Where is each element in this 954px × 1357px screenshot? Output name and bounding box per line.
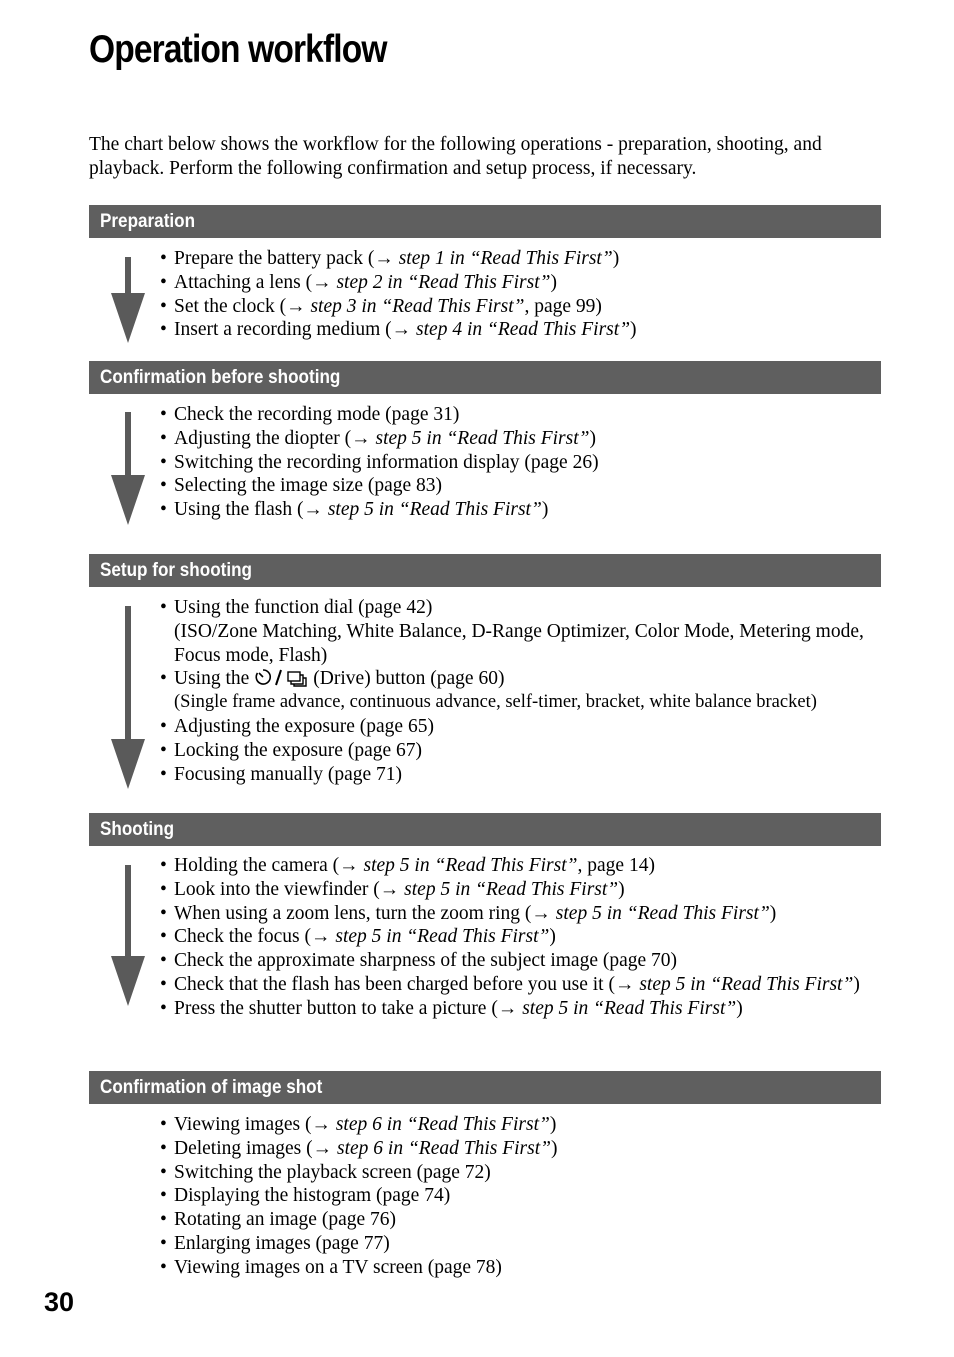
cross-reference: step 6 in “Read This First” [337,1137,551,1159]
item-text: Look into the viewfinder (→ [174,878,405,900]
section-title: Setup for shooting [100,560,252,581]
item-note: (Single frame advance, continuous advance, self-timer, bracket, white balance bracket) [174,692,817,713]
item-text: Displaying the histogram (page 74) [174,1185,451,1207]
item-text: Deleting images (→ [174,1137,337,1159]
list-item [160,1113,875,1137]
item-text: Switching the recording information display (page 26) [174,451,599,473]
item-text: Adjusting the exposure (page 65) [174,715,434,737]
list-item [160,295,875,319]
list-item [160,1208,875,1232]
list-item [160,1184,875,1208]
section-title: Confirmation before shooting [100,367,341,388]
item-text: Check that the flash has been charged before you use it (→ [174,973,640,995]
list-item [160,451,875,475]
list-item [160,854,875,878]
list-item [160,247,875,271]
item-text: ) [630,319,637,341]
item-text: Using the function dial (page 42) [174,597,433,618]
item-text: Selecting the image size (page 83) [174,475,443,497]
item-text: Check the recording mode (page 31) [174,404,460,425]
cross-reference: step 3 in “Read This First” [310,295,525,317]
item-text: Switching the playback screen (page 72) [174,1161,491,1183]
item-text: , page 99) [524,295,602,317]
cross-reference: step 5 in “Read This First” [522,997,737,1019]
confirmation-before-shooting-list [160,403,875,522]
cross-reference: step 4 in “Read This First” [416,319,631,341]
list-item [160,1137,875,1161]
cross-reference: step 5 in “Read This First” [363,855,578,876]
section-title: Confirmation of image shot [100,1077,323,1098]
section-header-confirmation-of-image-shot [89,1071,881,1104]
item-text: Set the clock (→ [174,295,311,317]
list-item [160,1232,875,1256]
preparation-list [160,247,875,342]
item-text: ) [612,248,620,269]
item-text: Press the shutter button to take a picture (→ [174,997,523,1019]
item-text: ) [551,1137,558,1159]
continuous-drive-icon [288,672,306,686]
item-text: Using the [174,668,250,690]
intro-paragraph: The chart below shows the workflow for the following operations - preparation, shooting, and playback. Perform the following confirmation and setup process, if necessary. [89,134,822,179]
down-arrow-icon [111,257,145,343]
list-item [160,997,875,1021]
cross-reference: step 5 in “Read This First” [327,499,542,521]
cross-reference: step 5 in “Read This First” [335,926,550,948]
item-text: Using the flash (→ [174,499,328,521]
item-note: (ISO/Zone Matching, White Balance, D-Range Optimizer, Color Mode, Metering mode, Focus mode, Flash) [174,620,864,666]
item-text: Check the approximate sharpness of the subject image (page 70) [174,950,678,972]
list-item [160,949,875,973]
page-title: Operation workflow [89,28,387,71]
list-item [160,427,875,451]
list-item [160,474,875,498]
item-text: , page 14) [577,855,655,876]
confirmation-of-image-shot-list [160,1113,875,1280]
cross-reference: step 5 in “Read This First” [639,973,854,995]
item-text: ) [550,271,557,293]
item-text: ) [618,878,625,900]
item-text: Enlarging images (page 77) [174,1232,390,1254]
item-text: Rotating an image (page 76) [174,1209,397,1231]
cross-reference: step 6 in “Read This First” [335,1114,550,1135]
down-arrow-icon [111,865,145,1006]
self-timer-icon [257,670,271,684]
item-text: ) [769,902,777,924]
list-item [160,763,875,787]
setup-for-shooting-list [160,596,875,786]
item-text: (Drive) button (page 60) [313,668,505,690]
down-arrow-icon [111,606,145,789]
list-item [160,1256,875,1280]
item-text: Viewing images on a TV screen (page 78) [174,1256,502,1278]
list-item [160,878,875,902]
list-item [160,318,875,342]
item-text: ) [549,1114,557,1135]
section-header-preparation [89,205,881,238]
item-text: Adjusting the diopter (→ [174,427,376,449]
down-arrow-icon [111,412,145,525]
item-text: Prepare the battery pack (→ [174,248,399,269]
item-text: Focusing manually (page 71) [174,763,402,785]
list-item [160,739,875,763]
list-item [160,715,875,739]
item-text: ) [549,926,556,948]
section-title: Shooting [100,819,175,840]
item-text: Holding the camera (→ [174,855,364,876]
item-text: Viewing images (→ [174,1114,336,1135]
slash-divider [276,670,281,685]
cross-reference: step 5 in “Read This First” [375,427,590,449]
list-item [160,1161,875,1185]
item-text: ) [541,499,549,521]
item-text: When using a zoom lens, turn the zoom ring (→ [174,902,556,924]
item-text: Insert a recording medium (→ [174,319,417,341]
section-header-confirmation-before-shooting [89,361,881,394]
list-item [160,902,875,926]
list-item [160,498,875,522]
item-text: ) [736,997,743,1019]
section-header-setup-for-shooting [89,554,881,587]
list-item [160,973,875,997]
page-number: 30 [44,1287,75,1317]
list-item [160,925,875,949]
cross-reference: step 2 in “Read This First” [336,271,551,293]
section-title: Preparation [100,211,196,232]
list-item [160,403,875,427]
item-text: Attaching a lens (→ [174,271,337,293]
shooting-list [160,854,875,1021]
cross-reference: step 5 in “Read This First” [404,878,619,900]
drive-mode-icon [254,667,310,687]
list-item [160,667,875,715]
list-item [160,271,875,295]
item-text: ) [853,973,860,995]
item-text: Locking the exposure (page 67) [174,739,422,761]
item-text: Check the focus (→ [174,926,336,948]
list-item [160,596,875,667]
cross-reference: step 1 in “Read This First” [398,248,613,269]
section-header-shooting [89,813,881,846]
cross-reference: step 5 in “Read This First” [555,902,770,924]
item-text: ) [589,427,596,449]
